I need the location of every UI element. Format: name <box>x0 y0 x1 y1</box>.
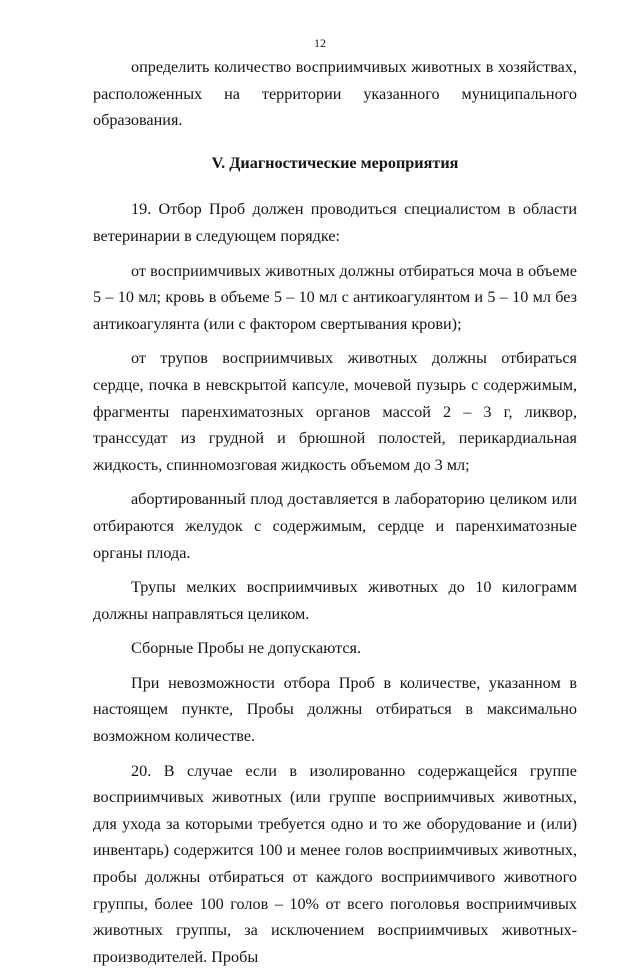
page-number: 12 <box>314 36 326 50</box>
paragraph-carcass-samples: от трупов восприимчивых животных должны отбираться сердце, почка в невскрытой капсуле, мочевой пузырь с содержимым, фрагменты паренхиматозных органов массой 2 – 3 г, ликвор, транссудат из грудной и брюшной полостей, перикардиальная жидкость, спинномозговая жидкость объемом до 3 мл; <box>93 349 577 474</box>
spacer <box>93 478 577 486</box>
paragraph-pooled-samples: Сборные Пробы не допускаются. <box>131 639 362 658</box>
paragraph-max-samples: При невозможности отбора Проб в количестве, указанном в настоящем пункте, Пробы должны отбираться в максимально возможном количестве. <box>93 673 577 746</box>
spacer <box>93 337 577 345</box>
spacer <box>93 627 577 635</box>
spacer <box>93 662 577 670</box>
spacer <box>93 750 577 758</box>
paragraph-20: 20. В случае если в изолированно содержащейся группе восприимчивых животных (или группе восприимчивых животных, для ухода за которыми требуется одно и то же оборудование и (или) инвентарь) содержится 100 и менее голов восприимчивых животных, пробы должны отбираться от каждого восприимчивого животного группы, более 100 голов – 10% от всего поголовья восприимчивых животных группы, за исключением восприимчивых животных-производителей. Пробы <box>93 761 577 966</box>
paragraph-continuation: определить количество восприимчивых животных в хозяйствах, расположенных на территории указанного муниципального образования. <box>93 58 577 130</box>
spacer <box>93 250 577 258</box>
paragraph-19-intro: 19. Отбор Проб должен проводиться специалистом в области ветеринарии в следующем порядке: <box>93 200 577 245</box>
paragraph-aborted-fetus: абортированный плод доставляется в лабораторию целиком или отбираются желудок с содержимым, сердце и паренхиматозные органы плода. <box>93 490 577 562</box>
paragraph-live-animal-samples: от восприимчивых животных должны отбираться моча в объеме 5 – 10 мл; кровь в объеме 5 – 10 мл с антикоагулянтом и 5 – 10 мл без антикоагулянта (или с фактором свертывания крови); <box>93 261 577 333</box>
paragraph-small-carcasses: Трупы мелких восприимчивых животных до 10 килограмм должны направляться целиком. <box>93 578 577 623</box>
section-heading: V. Диагностические мероприятия <box>211 153 459 172</box>
page-body <box>93 54 577 970</box>
spacer <box>93 566 577 574</box>
